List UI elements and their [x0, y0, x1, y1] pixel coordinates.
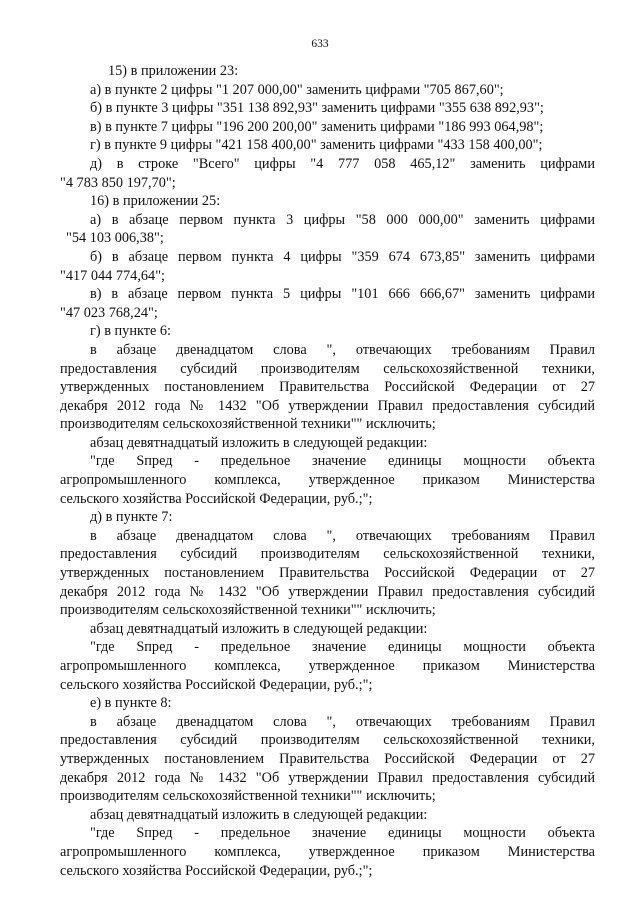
item-16-a-continuation: "54 103 006,38";: [66, 230, 164, 247]
subitem-g-para-1-line-5: производителям сельскохозяйственной техники"" исключить;: [60, 416, 436, 433]
subitem-e-para-2: абзац девятнадцатый изложить в следующей редакции:: [90, 806, 428, 823]
subitem-d-para-1-line-5: производителям сельскохозяйственной техники"" исключить;: [60, 602, 436, 619]
subitem-g-para-1-line-4: декабря 2012 года № 1432 "Об утверждении Правил предоставления субсидий: [60, 397, 595, 414]
item-15-v: в) в пункте 7 цифры "196 200 200,00" заменить цифрами "186 993 064,98";: [90, 118, 544, 135]
item-16-b-continuation: "417 044 774,64";: [60, 267, 165, 284]
subitem-e-quote-line-3: сельского хозяйства Российской Федерации, руб.;";: [60, 862, 373, 879]
subitem-d-para-1-line-3: утвержденных постановлением Правительства Российской Федерации от 27: [60, 565, 595, 582]
subitem-g-quote-line-3: сельского хозяйства Российской Федерации, руб.;";: [60, 490, 373, 507]
subitem-g-para-2: абзац девятнадцатый изложить в следующей редакции:: [90, 434, 428, 451]
subitem-d-quote-line-1: "где Sпред - предельное значение единицы мощности объекта: [90, 639, 595, 656]
subitem-d-para-1-line-4: декабря 2012 года № 1432 "Об утверждении Правил предоставления субсидий: [60, 583, 595, 600]
subitem-d-para-1: в абзаце двенадцатом слова ", отвечающих требованиям Правил: [90, 527, 595, 544]
subitem-e-para-1: в абзаце двенадцатом слова ", отвечающих требованиям Правил: [90, 713, 595, 730]
subitem-d-quote-line-3: сельского хозяйства Российской Федерации, руб.;";: [60, 676, 373, 693]
item-16-heading: 16) в приложении 25:: [90, 193, 221, 210]
item-15-d-continuation: "4 783 850 197,70";: [60, 174, 176, 191]
page-number: 633: [311, 38, 329, 50]
subitem-d-para-2: абзац девятнадцатый изложить в следующей редакции:: [90, 620, 428, 637]
subitem-g-quote-line-1: "где Sпред - предельное значение единицы мощности объекта: [90, 453, 595, 470]
item-15-heading: 15) в приложении 23:: [108, 63, 239, 79]
item-15-a: а) в пункте 2 цифры "1 207 000,00" заменить цифрами "705 867,60";: [90, 81, 504, 98]
item-16-v-continuation: "47 023 768,24";: [60, 304, 158, 321]
item-16-b: б) в абзаце первом пункта 4 цифры "359 674 673,85" заменить цифрами: [90, 248, 595, 265]
subitem-d-heading: д) в пункте 7:: [90, 509, 173, 526]
subitem-d-quote-line-2: агропромышленного комплекса, утвержденное приказом Министерства: [60, 658, 595, 674]
subitem-e-quote-line-1: "где Sпред - предельное значение единицы мощности объекта: [90, 825, 595, 842]
subitem-e-quote-line-2: агропромышленного комплекса, утвержденное приказом Министерства: [60, 843, 595, 860]
subitem-g-quote-line-2: агропромышленного комплекса, утвержденное приказом Министерства: [60, 472, 595, 489]
subitem-g-para-1-line-3: утвержденных постановлением Правительства Российской Федерации от 27: [60, 379, 595, 396]
subitem-e-heading: е) в пункте 8:: [90, 695, 172, 712]
document-body: [60, 62, 595, 880]
item-15-g: г) в пункте 9 цифры "421 158 400,00" заменить цифрами "433 158 400,00";: [90, 137, 543, 154]
subitem-g-para-1: в абзаце двенадцатом слова ", отвечающих требованиям Правил: [90, 341, 595, 358]
item-15-b: б) в пункте 3 цифры "351 138 892,93" заменить цифрами "355 638 892,93";: [90, 100, 544, 117]
subitem-g-para-1-line-2: предоставления субсидий производителям сельскохозяйственной техники,: [60, 360, 595, 377]
subitem-e-para-1-line-4: декабря 2012 года № 1432 "Об утверждении Правил предоставления субсидий: [60, 769, 595, 786]
item-16-v: в) в абзаце первом пункта 5 цифры "101 666 666,67" заменить цифрами: [90, 286, 595, 303]
subitem-d-para-1-line-2: предоставления субсидий производителям сельскохозяйственной техники,: [60, 546, 595, 563]
subitem-e-para-1-line-5: производителям сельскохозяйственной техники"" исключить;: [60, 788, 436, 805]
subitem-e-para-1-line-3: утвержденных постановлением Правительства Российской Федерации от 27: [60, 750, 595, 767]
subitem-e-para-1-line-2: предоставления субсидий производителям сельскохозяйственной техники,: [60, 732, 595, 749]
item-16-a: а) в абзаце первом пункта 3 цифры "58 000 000,00" заменить цифрами: [90, 211, 595, 228]
subitem-g-heading: г) в пункте 6:: [90, 323, 172, 340]
item-15-d: д) в строке "Всего" цифры "4 777 058 465,12" заменить цифрами: [90, 155, 595, 172]
